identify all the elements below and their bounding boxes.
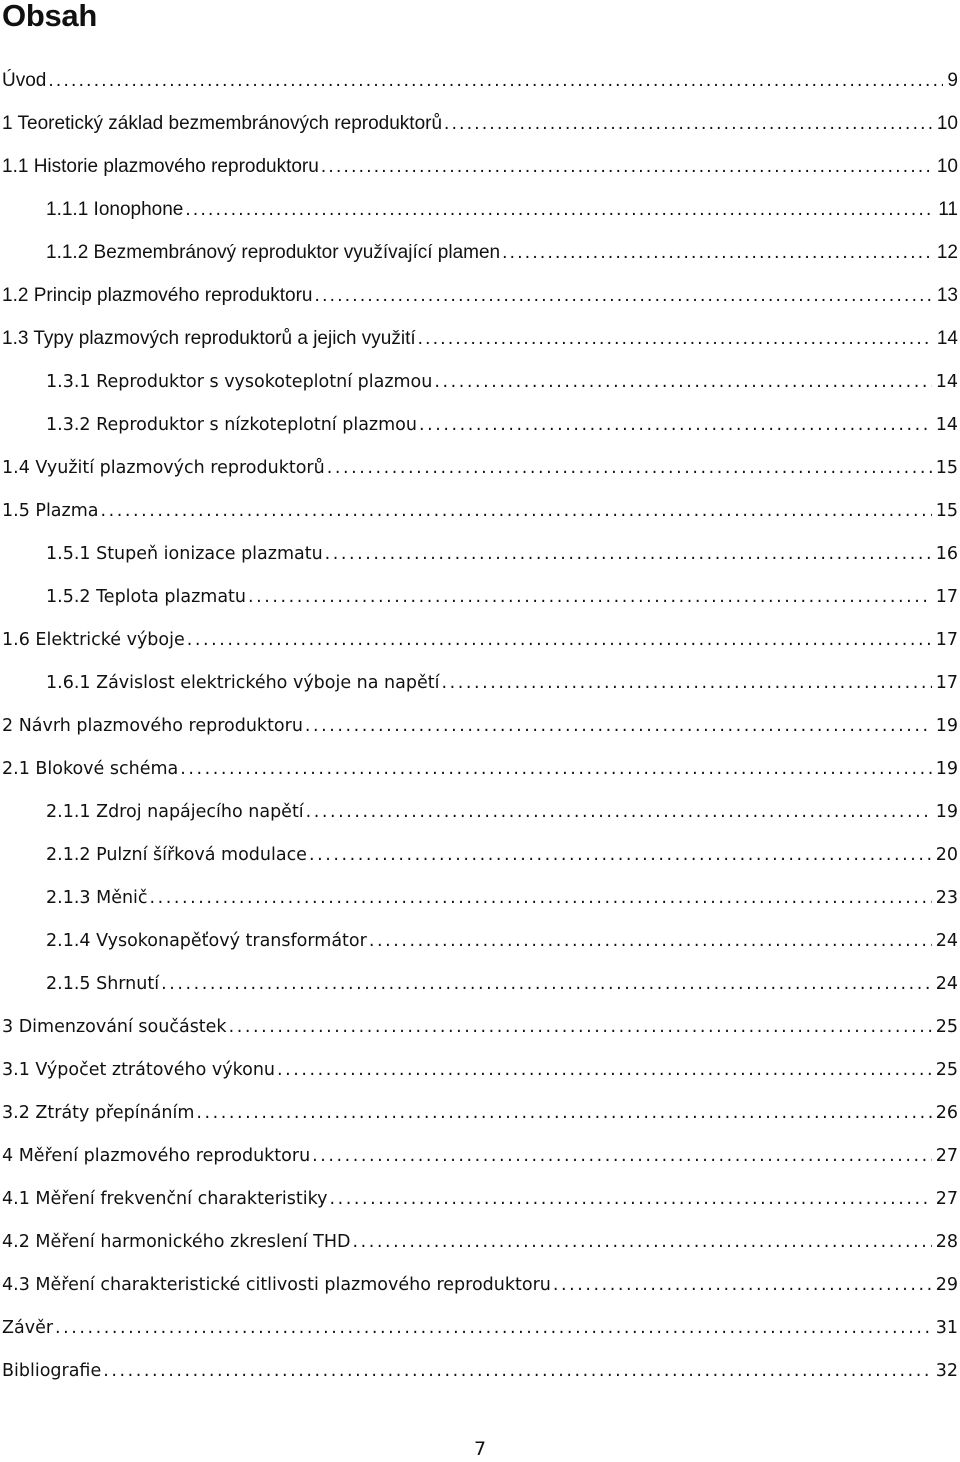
toc-entry-label: 1.1 Historie plazmového reproduktoru [2, 156, 319, 177]
toc-entry-page: 31 [935, 1318, 958, 1338]
toc-entry-page: 17 [935, 673, 958, 693]
toc-entry-label: 1.2 Princip plazmového reproduktoru [2, 285, 313, 306]
toc-entry-page: 19 [935, 716, 958, 736]
toc-entry-label: Úvod [2, 70, 47, 91]
toc-entry-4-2[interactable] [2, 1229, 958, 1255]
toc-leader-dots [353, 1229, 932, 1255]
toc-entry-1-1-2[interactable] [46, 240, 958, 266]
toc-leader-dots [277, 1057, 932, 1083]
toc-entry-label: 1 Teoretický základ bezmembránových reproduktorů [2, 113, 443, 134]
toc-entry-3-1[interactable] [2, 1057, 958, 1083]
toc-entry-page: 27 [935, 1189, 958, 1209]
toc-leader-dots [185, 197, 934, 223]
toc-entry-label: 1.5.1 Stupeň ionizace plazmatu [46, 544, 323, 564]
toc-entry-2-1-4[interactable] [46, 928, 958, 954]
toc-entry-2-1-3[interactable] [46, 885, 958, 911]
toc-entry-label: 4.2 Měření harmonického zkreslení THD [2, 1232, 351, 1252]
toc-leader-dots [55, 1315, 932, 1341]
toc-entry-page: 17 [935, 587, 958, 607]
toc-leader-dots [161, 971, 932, 997]
toc-entry-chapter-1[interactable] [2, 111, 958, 137]
toc-entry-page: 25 [935, 1060, 958, 1080]
toc-entry-1-6[interactable] [2, 627, 958, 653]
toc-entry-1-2[interactable] [2, 283, 958, 309]
toc-entry-4-3[interactable] [2, 1272, 958, 1298]
page-number: 7 [473, 1438, 487, 1460]
toc-entry-2-1-1[interactable] [46, 799, 958, 825]
toc-entry-intro[interactable] [2, 68, 958, 94]
toc-entry-page: 12 [936, 242, 958, 263]
toc-entry-1-4[interactable] [2, 455, 958, 481]
toc-entry-1-1-1[interactable] [46, 197, 958, 223]
toc-leader-dots [315, 283, 933, 309]
toc-leader-dots [419, 412, 932, 438]
toc-leader-dots [434, 369, 931, 395]
toc-entry-label: 1.5.2 Teplota plazmatu [46, 587, 247, 607]
toc-entry-page: 13 [936, 285, 958, 306]
toc-entry-page: 15 [935, 501, 958, 521]
toc-leader-dots [306, 799, 932, 825]
toc-entry-label: 2.1 Blokové schéma [2, 759, 179, 779]
toc-entry-page: 14 [936, 328, 958, 349]
toc-entry-label: 2 Návrh plazmového reproduktoru [2, 716, 303, 736]
toc-entry-label: 1.1.1 Ionophone [46, 199, 184, 220]
toc-entry-label: 1.3.2 Reproduktor s nízkoteplotní plazmou [46, 415, 417, 435]
toc-entry-1-5-2[interactable] [46, 584, 958, 610]
toc-entry-chapter-3[interactable] [2, 1014, 958, 1040]
page-title: Obsah [2, 0, 97, 33]
toc-entry-label: 1.4 Využití plazmových reproduktorů [2, 458, 325, 478]
toc-entry-label: 2.1.1 Zdroj napájecího napětí [46, 802, 304, 822]
toc-entry-label: Závěr [2, 1318, 54, 1338]
toc-leader-dots [187, 627, 932, 653]
toc-entry-page: 23 [935, 888, 958, 908]
toc-entry-page: 29 [935, 1275, 958, 1295]
toc-entry-chapter-2[interactable] [2, 713, 958, 739]
toc-leader-dots [180, 756, 931, 782]
toc-leader-dots [103, 1358, 931, 1384]
toc-entry-1-1[interactable] [2, 154, 958, 180]
toc-entry-label: 2.1.3 Měnič [46, 888, 148, 908]
toc-leader-dots [196, 1100, 931, 1126]
toc-entry-page: 28 [935, 1232, 958, 1252]
toc-entry-conclusion[interactable] [2, 1315, 958, 1341]
toc-entry-page: 10 [936, 156, 958, 177]
toc-entry-label: 3 Dimenzování součástek [2, 1017, 227, 1037]
toc-leader-dots [327, 455, 932, 481]
toc-entry-label: 2.1.2 Pulzní šířková modulace [46, 845, 307, 865]
toc-entry-2-1[interactable] [2, 756, 958, 782]
toc-entry-bibliography[interactable] [2, 1358, 958, 1384]
toc-leader-dots [441, 670, 931, 696]
toc-entry-page: 14 [935, 372, 958, 392]
toc-leader-dots [305, 713, 932, 739]
toc-leader-dots [329, 1186, 931, 1212]
toc-entry-4-1[interactable] [2, 1186, 958, 1212]
toc-leader-dots [369, 928, 932, 954]
toc-entry-page: 17 [935, 630, 958, 650]
toc-entry-page: 9 [947, 70, 958, 91]
toc-entry-page: 16 [935, 544, 958, 564]
toc-entry-page: 19 [935, 759, 958, 779]
toc-leader-dots [312, 1143, 932, 1169]
toc-entry-chapter-4[interactable] [2, 1143, 958, 1169]
toc-entry-1-5-1[interactable] [46, 541, 958, 567]
toc-entry-label: 2.1.4 Vysokonapěťový transformátor [46, 931, 367, 951]
toc-entry-label: 4 Měření plazmového reproduktoru [2, 1146, 311, 1166]
toc-entry-label: 1.6.1 Závislost elektrického výboje na napětí [46, 673, 440, 693]
toc-leader-dots [248, 584, 932, 610]
toc-entry-label: 1.1.2 Bezmembránový reproduktor využívající plamen [46, 242, 501, 263]
toc-entry-2-1-5[interactable] [46, 971, 958, 997]
toc-leader-dots [321, 154, 933, 180]
toc-entry-3-2[interactable] [2, 1100, 958, 1126]
toc-entry-label: 1.5 Plazma [2, 501, 99, 521]
toc-leader-dots [48, 68, 943, 94]
toc-entry-page: 20 [935, 845, 958, 865]
toc-entry-label: 4.3 Měření charakteristické citlivosti plazmového reproduktoru [2, 1275, 551, 1295]
toc-entry-label: 3.1 Výpočet ztrátového výkonu [2, 1060, 276, 1080]
toc-entry-page: 11 [938, 199, 958, 220]
toc-entry-1-5[interactable] [2, 498, 958, 524]
toc-entry-page: 14 [935, 415, 958, 435]
toc-entry-page: 19 [935, 802, 958, 822]
toc-entry-page: 32 [935, 1361, 958, 1381]
toc-entry-page: 24 [935, 931, 958, 951]
toc-entry-1-3-2[interactable] [46, 412, 958, 438]
toc-entry-label: 2.1.5 Shrnutí [46, 974, 160, 994]
toc-leader-dots [553, 1272, 932, 1298]
toc-entry-1-6-1[interactable] [46, 670, 958, 696]
toc-leader-dots [229, 1014, 932, 1040]
toc-entry-page: 10 [936, 113, 958, 134]
toc-leader-dots [309, 842, 932, 868]
toc-entry-2-1-2[interactable] [46, 842, 958, 868]
toc-entry-page: 25 [935, 1017, 958, 1037]
toc-entry-1-3-1[interactable] [46, 369, 958, 395]
toc-leader-dots [444, 111, 933, 137]
toc-entry-page: 15 [935, 458, 958, 478]
toc-entry-page: 26 [935, 1103, 958, 1123]
toc-leader-dots [325, 541, 932, 567]
toc-entry-label: 1.3 Typy plazmových reproduktorů a jejich využití [2, 328, 416, 349]
toc-entry-1-3[interactable] [2, 326, 958, 352]
toc-entry-label: Bibliografie [2, 1361, 102, 1381]
toc-leader-dots [418, 326, 933, 352]
toc-leader-dots [101, 498, 932, 524]
toc-entry-label: 1.6 Elektrické výboje [2, 630, 185, 650]
toc-entry-label: 1.3.1 Reproduktor s vysokoteplotní plazmou [46, 372, 433, 392]
toc-entry-label: 4.1 Měření frekvenční charakteristiky [2, 1189, 328, 1209]
toc-entry-page: 27 [935, 1146, 958, 1166]
toc-leader-dots [150, 885, 932, 911]
toc-entry-label: 3.2 Ztráty přepínáním [2, 1103, 195, 1123]
toc-entry-page: 24 [935, 974, 958, 994]
toc-leader-dots [502, 240, 933, 266]
